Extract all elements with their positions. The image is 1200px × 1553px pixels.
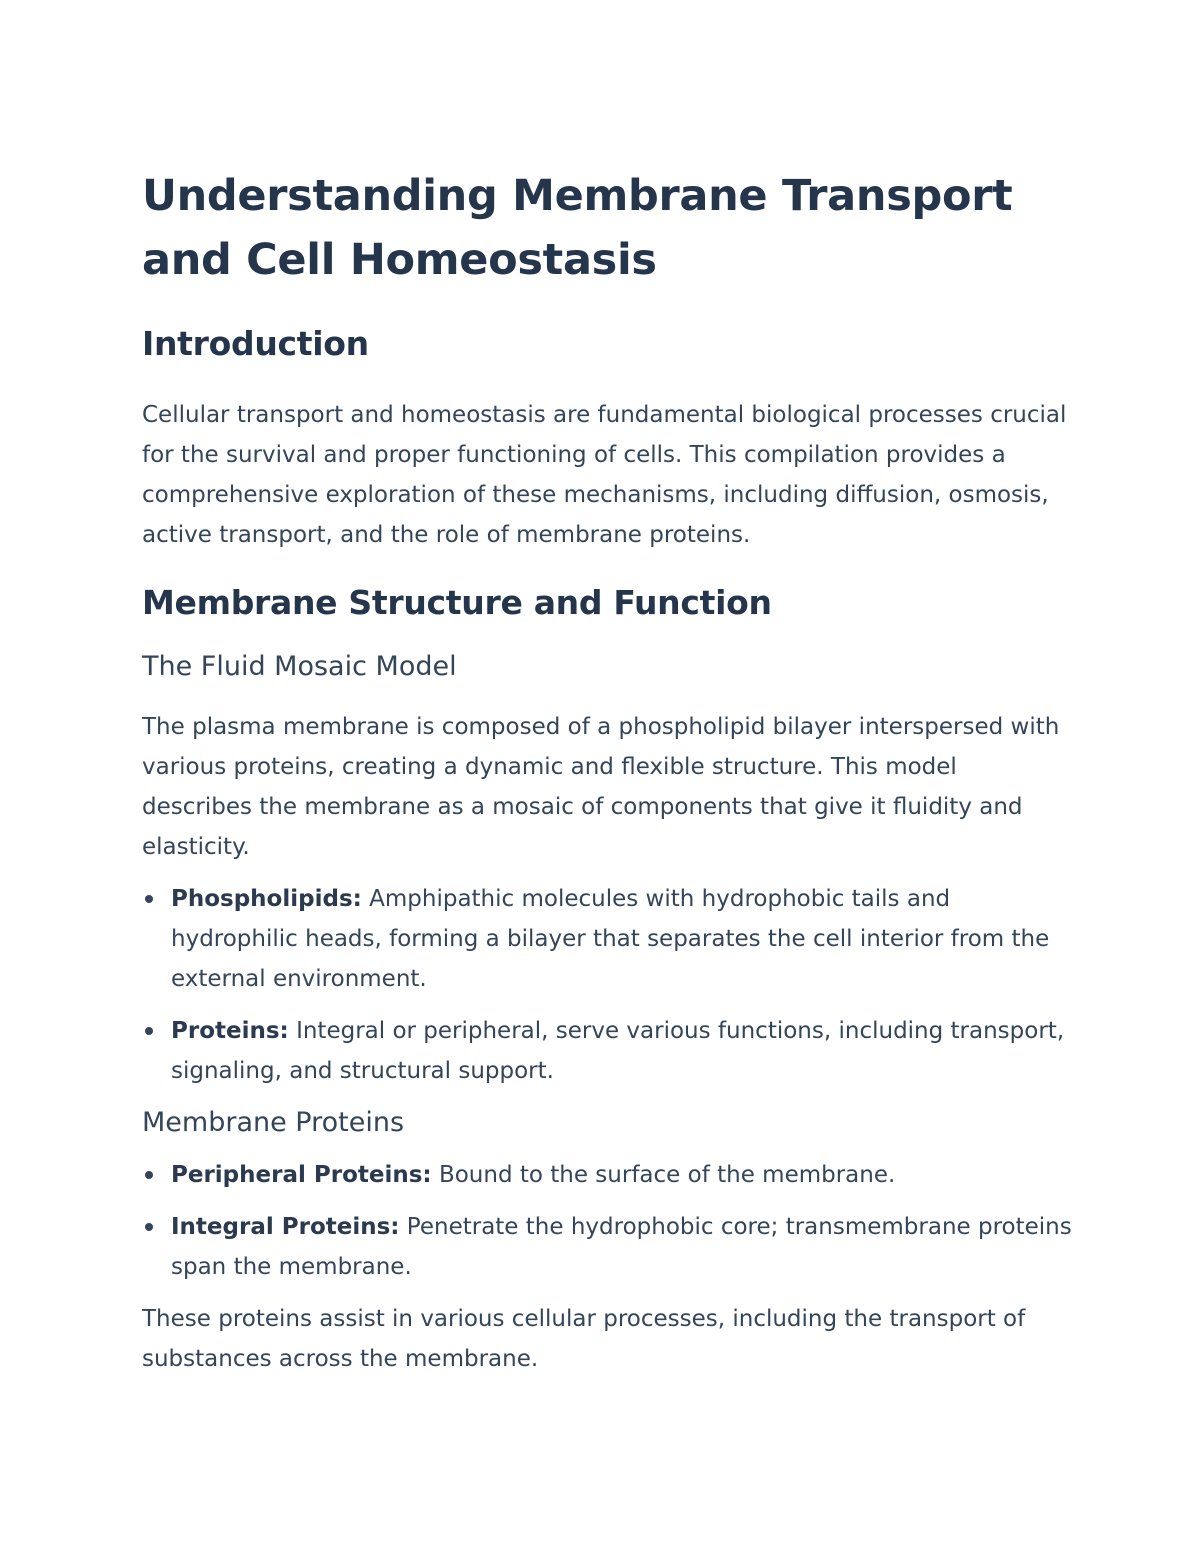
list-item-text: Bound to the surface of the membrane. bbox=[438, 1162, 896, 1188]
membrane-structure-heading: Membrane Structure and Function bbox=[142, 583, 772, 622]
list-item-text: Penetrate the hydrophobic core; transmembrane proteins span the membrane. bbox=[171, 1214, 1072, 1280]
membrane-proteins-closing-paragraph: These proteins assist in various cellular processes, including the transport of substances across the membrane. bbox=[142, 1306, 1026, 1372]
list-item-term: Proteins: bbox=[171, 1018, 289, 1044]
list-item bbox=[142, 1155, 1072, 1195]
introduction-paragraph: Cellular transport and homeostasis are fundamental biological processes crucial for the survival and proper functioning of cells. This compilation provides a comprehensive exploration of these mechanisms, including diffusion, osmosis, active transport, and the role of membrane proteins. bbox=[142, 402, 1067, 548]
bullet-icon bbox=[145, 1027, 153, 1035]
introduction-heading: Introduction bbox=[142, 324, 369, 363]
document-page bbox=[142, 164, 1072, 1379]
bullet-icon bbox=[145, 1171, 153, 1179]
list-item-text: Amphipathic molecules with hydrophobic tails and hydrophilic heads, forming a bilayer that separates the cell interior from the external environment. bbox=[171, 886, 1050, 992]
list-item-term: Integral Proteins: bbox=[171, 1214, 400, 1240]
list-item bbox=[142, 879, 1072, 999]
bullet-icon bbox=[145, 895, 153, 903]
fluid-mosaic-paragraph: The plasma membrane is composed of a phospholipid bilayer interspersed with various proteins, creating a dynamic and flexible structure. This model describes the membrane as a mosaic of components that give it fluidity and elasticity. bbox=[142, 714, 1060, 860]
membrane-proteins-heading: Membrane Proteins bbox=[142, 1107, 405, 1138]
list-item-term: Peripheral Proteins: bbox=[171, 1162, 432, 1188]
list-item-term: Phospholipids: bbox=[171, 886, 362, 912]
list-item-text: Integral or peripheral, serve various functions, including transport, signaling, and structural support. bbox=[171, 1018, 1065, 1084]
document-title: Understanding Membrane Transport and Cell Homeostasis bbox=[142, 171, 1013, 285]
fluid-mosaic-list bbox=[142, 879, 1072, 1091]
list-item bbox=[142, 1207, 1072, 1287]
membrane-proteins-list bbox=[142, 1155, 1072, 1287]
list-item bbox=[142, 1011, 1072, 1091]
bullet-icon bbox=[145, 1223, 153, 1231]
fluid-mosaic-heading: The Fluid Mosaic Model bbox=[142, 651, 457, 682]
